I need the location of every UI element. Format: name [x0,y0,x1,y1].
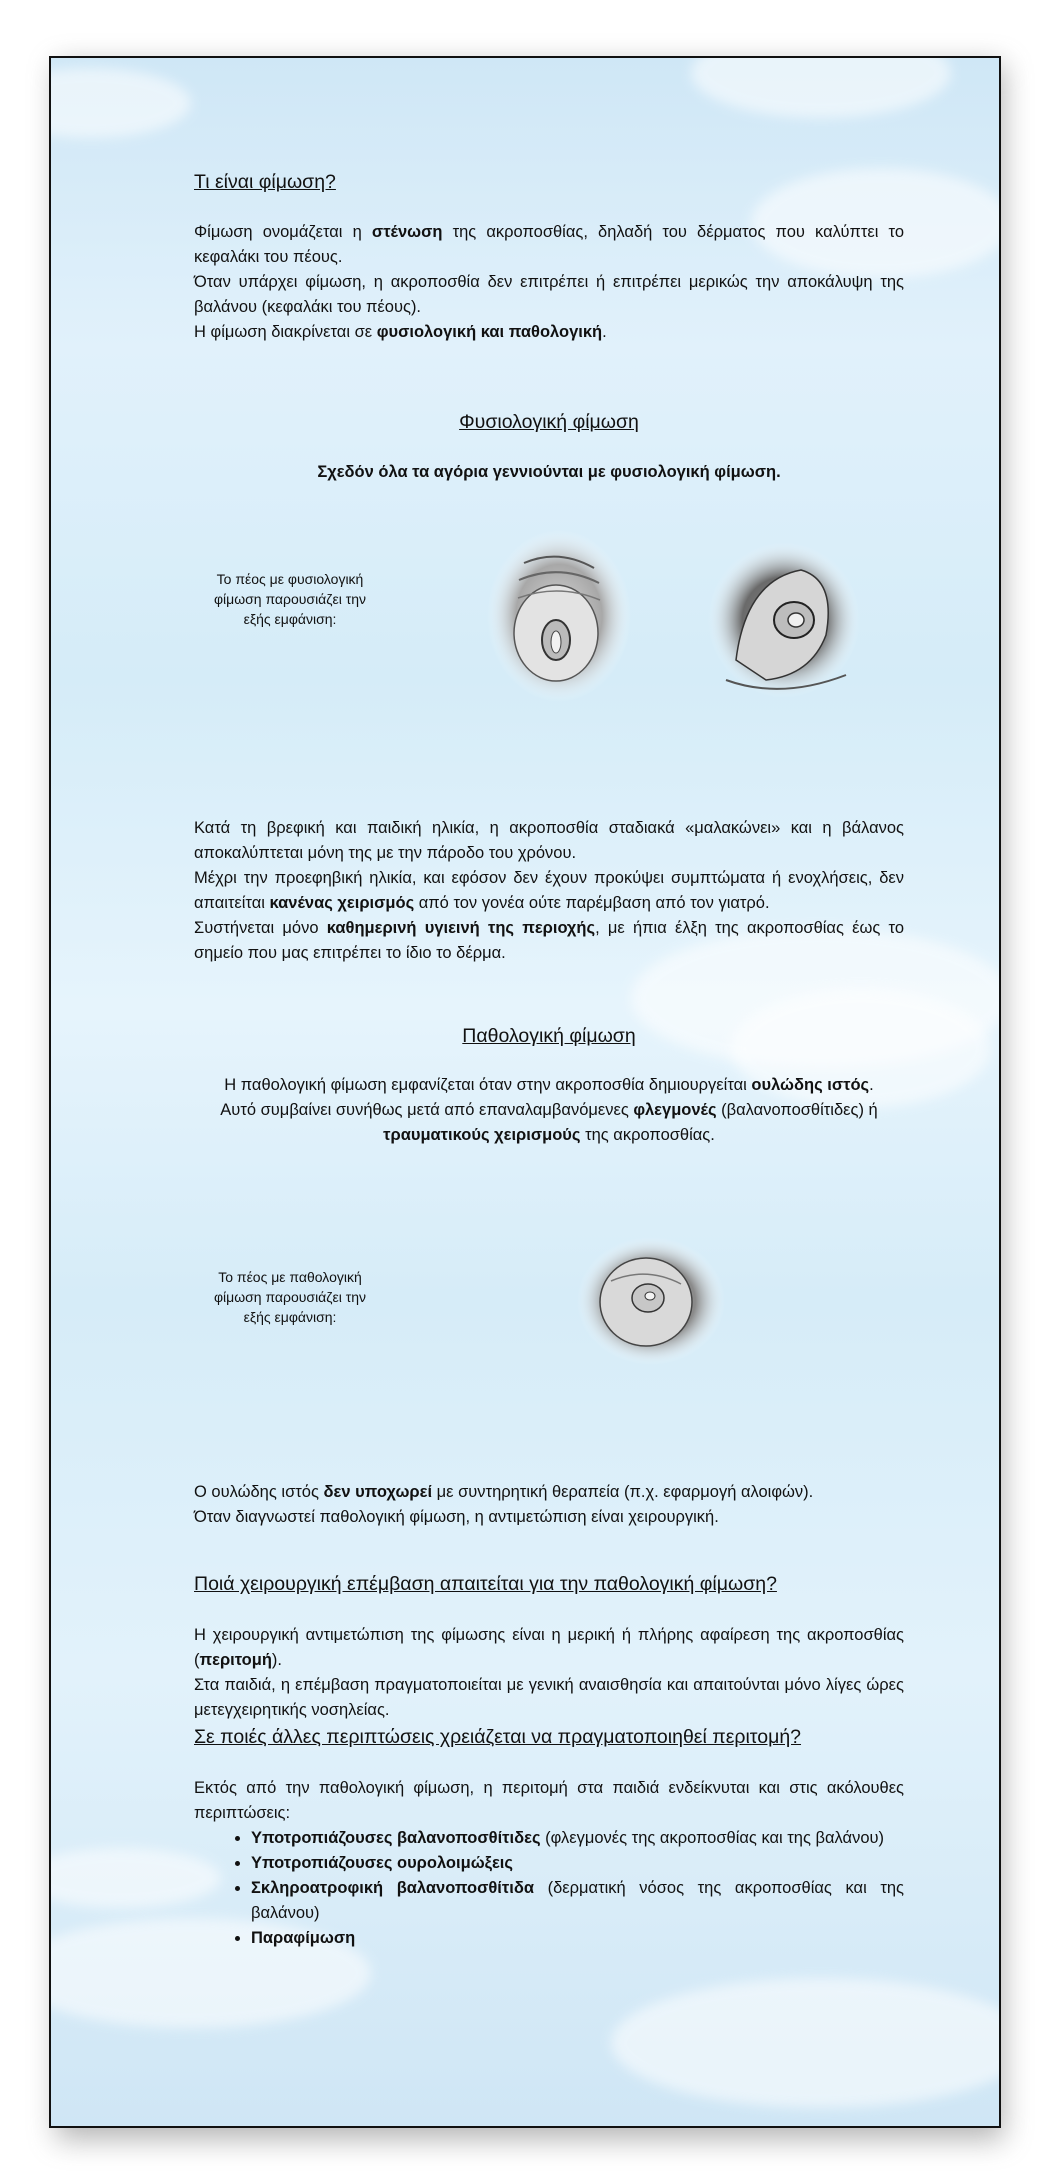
section2-subtitle: Σχεδόν όλα τα αγόρια γεννιούνται με φυσιολογική φίμωση. [317,463,781,481]
heading-pathological-phimosis: Παθολογική φίμωση [462,1025,636,1047]
heading-surgical-procedure: Ποιά χειρουργική επέμβαση απαιτείται για την παθολογική φίμωση? [194,1573,777,1595]
paragraph: Κατά τη βρεφική και παιδική ηλικία, η ακροποσθία σταδιακά «μαλακώνει» και η βάλανος αποκαλύπτεται μόνη της με την πάροδο του χρόνου. [194,819,904,862]
list-item: • Υποτροπιάζουσες ουρολοιμώξεις [251,1851,904,1876]
heading-physiological-phimosis: Φυσιολογική φίμωση [459,411,639,433]
list-item: • Παραφίμωση [251,1926,904,1951]
paragraph: Όταν υπάρχει φίμωση, η ακροποσθία δεν επιτρέπει ή επιτρέπει μερικώς την αποκάλυψη της βαλάνου (κεφαλάκι του πέους). [194,273,904,316]
section1-body [194,220,904,345]
paragraph: Μέχρι την προεφηβική ηλικία, και εφόσον δεν έχουν προκύψει συμπτώματα ή ενοχλήσεις, δεν απαιτείται κανένας χειρισμός από τον γονέα ούτε παρέμβαση από τον γιατρό. [194,869,904,912]
physiological-phimosis-sketch-2 [706,540,861,700]
pathological-phimosis-sketch [576,1236,726,1366]
document-page [49,56,1001,2128]
paragraph: Όταν διαγνωστεί παθολογική φίμωση, η αντιμετώπιση είναι χειρουργική. [194,1508,719,1526]
section4-body [194,1623,904,1723]
paragraph: Ο ουλώδης ιστός δεν υποχωρεί με συντηρητική θεραπεία (π.χ. εφαρμογή αλοιφών). [194,1483,814,1501]
heading-other-indications: Σε ποιές άλλες περιπτώσεις χρειάζεται να πραγματοποιηθεί περιτομή? [194,1726,802,1748]
section5-body [194,1776,904,1951]
list-item: • Υποτροπιάζουσες βαλανοποσθίτιδες (φλεγμονές της ακροποσθίας και της βαλάνου) [251,1826,904,1851]
heading-what-is-phimosis: Τι είναι φίμωση? [194,171,336,193]
section2-body [194,816,904,966]
physiological-phimosis-sketch-1 [484,528,634,703]
paragraph: Η χειρουργική αντιμετώπιση της φίμωσης είναι η μερική ή πλήρης αφαίρεση της ακροποσθίας (περιτομή). [194,1626,904,1669]
paragraph: Φίμωση ονομάζεται η στένωση της ακροποσθίας, δηλαδή του δέρματος που καλύπτει το κεφαλάκι του πέους. [194,223,904,266]
indications-list [194,1826,904,1951]
paragraph: Στα παιδιά, η επέμβαση πραγματοποιείται με γενική αναισθησία και απαιτούνται μόνο λίγες ώρες μετεγχειρητικής νοσηλείας. [194,1676,904,1719]
cloud-decoration [49,68,191,138]
paragraph: Αυτό συμβαίνει συνήθως μετά από επαναλαμβανόμενες φλεγμονές (βαλανοποσθίτιδες) ή τραυματικούς χειρισμούς της ακροποσθίας. [220,1101,878,1144]
pathological-caption: Το πέος με παθολογική φίμωση παρουσιάζει την εξής εμφάνιση: [213,1269,367,1325]
physiological-caption: Το πέος με φυσιολογική φίμωση παρουσιάζει την εξής εμφάνιση: [213,571,367,627]
cloud-decoration [611,1978,1001,2108]
paragraph: Εκτός από την παθολογική φίμωση, η περιτομή στα παιδιά ενδείκνυται και στις ακόλουθες περιπτώσεις: [194,1779,904,1822]
paragraph: Η φίμωση διακρίνεται σε φυσιολογική και παθολογική. [194,323,607,341]
paragraph: Η παθολογική φίμωση εμφανίζεται όταν στην ακροποσθία δημιουργείται ουλώδης ιστός. [224,1076,874,1094]
paragraph: Συστήνεται μόνο καθημερινή υγιεινή της περιοχής, με ήπια έλξη της ακροποσθίας έως το σημείο που μας επιτρέπει το ίδιο το δέρμα. [194,919,904,962]
list-item: • Σκληροατροφική βαλανοποσθίτιδα (δερματική νόσος της ακροποσθίας και της βαλάνου) [251,1876,904,1926]
cloud-decoration [691,56,951,118]
section3-body [194,1480,904,1530]
section3-intro [194,1073,904,1148]
